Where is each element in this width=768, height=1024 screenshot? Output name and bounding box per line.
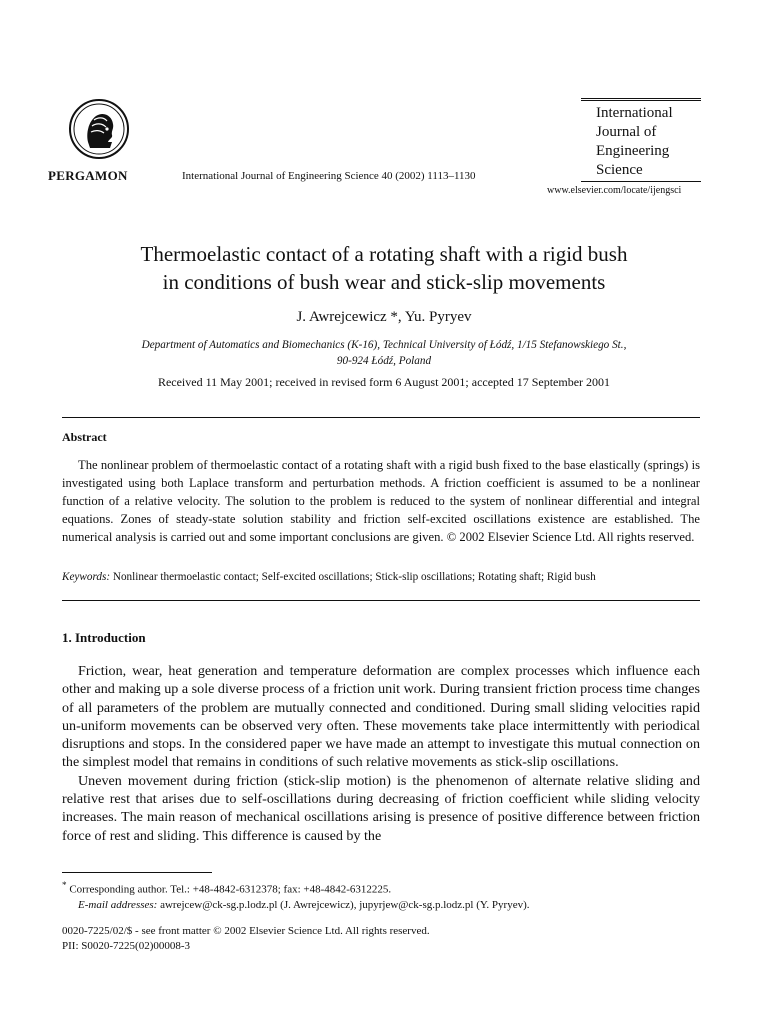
keywords-label: Keywords:	[62, 571, 111, 583]
copyright-line: 0020-7225/02/$ - see front matter © 2002 Elsevier Science Ltd. All rights reserved.	[62, 925, 430, 937]
journal-name-line: Science	[596, 162, 643, 178]
affiliation	[60, 337, 708, 369]
publisher-logo	[68, 98, 130, 160]
pii-line: PII: S0020-7225(02)00008-3	[62, 940, 191, 952]
received-dates: Received 11 May 2001; received in revised form 6 August 2001; accepted 17 September 2001	[157, 375, 611, 389]
footnote-marker: *	[62, 880, 67, 890]
introduction-text	[62, 662, 700, 845]
authors: J. Awrejcewicz *, Yu. Pyryev	[296, 309, 472, 325]
journal-box-bottom-rule	[581, 181, 701, 182]
journal-name-line: Journal of	[596, 124, 657, 140]
footnote-email-line	[62, 898, 530, 913]
divider-bottom	[62, 600, 700, 601]
footnote-line	[62, 878, 530, 898]
article-title-line: in conditions of bush wear and stick-slip movements	[162, 270, 606, 294]
email-label: E-mail addresses:	[78, 898, 158, 911]
affiliation-line: Department of Automatics and Biomechanics (K-16), Technical University of Łódź, 1/15 Stefanowskiego St.,	[141, 339, 627, 351]
paragraph: Uneven movement during friction (stick-slip motion) is the phenomenon of alternate relative sliding and relative rest that arises due to self-oscillations during decreasing of friction coefficient while sliding velocity increases. The main reason of mechanical oscillations arising is presence of positive difference between friction force of rest and sliding. This difference is caused by the	[62, 772, 700, 844]
front-matter	[62, 924, 430, 954]
journal-name	[581, 101, 701, 180]
journal-name-line: Engineering	[596, 143, 670, 159]
journal-name-line: International	[596, 105, 673, 121]
keywords	[62, 571, 702, 583]
article-title-line: Thermoelastic contact of a rotating shaft with a rigid bush	[140, 242, 628, 266]
abstract-paragraph: The nonlinear problem of thermoelastic contact of a rotating shaft with a rigid bush fixed to the base elastically (springs) is investigated using both Laplace transform and perturbation methods. A friction coefficient is assumed to be a nonlinear function of a relative velocity. The solution to the problem is reduced to the system of nonlinear differential and integral equations. Zones of steady-state solution stability and friction self-excited oscillations existence are established. The numerical analysis is carried out and some important conclusions are given. © 2002 Elsevier Science Ltd. All rights reserved.	[62, 458, 700, 544]
footnote-rule	[62, 872, 212, 873]
email-addresses[interactable]: awrejcew@ck-sg.p.lodz.pl (J. Awrejcewicz), jupyrjew@ck-sg.p.lodz.pl (Y. Pyryev).	[160, 898, 530, 911]
footnote	[62, 878, 530, 913]
article-title	[40, 240, 728, 296]
affiliation-line: 90-924 Łódź, Poland	[336, 355, 432, 367]
footnote-text: Corresponding author. Tel.: +48-4842-6312378; fax: +48-4842-6312225.	[69, 883, 392, 896]
keywords-list: Nonlinear thermoelastic contact; Self-excited oscillations; Stick-slip oscillations; Rotating shaft; Rigid bush	[112, 571, 596, 583]
journal-citation: International Journal of Engineering Science 40 (2002) 1113–1130	[182, 170, 476, 182]
abstract-text	[62, 456, 700, 546]
divider-top	[62, 417, 700, 418]
publisher-name: PERGAMON	[48, 168, 128, 183]
journal-name-box	[581, 98, 701, 182]
paragraph: Friction, wear, heat generation and temperature deformation are complex processes which influence each other and making up a sole diverse process of a friction unit work. During transient friction process time changes of all parameters of the problem are mutually connected and conditioned. During small sliding velocities rapid un-uniform movements can be observed very often. These movements take place intermittently with periodical disruptions and stops. In the considered paper we have made an attempt to investigate this mutual connection on the simplest model that remains in conditions of such relative movements as stick-slip oscillations.	[62, 663, 700, 771]
journal-url[interactable]: www.elsevier.com/locate/ijengsci	[547, 185, 682, 196]
abstract-heading: Abstract	[62, 430, 107, 444]
section-heading: 1. Introduction	[62, 630, 146, 645]
